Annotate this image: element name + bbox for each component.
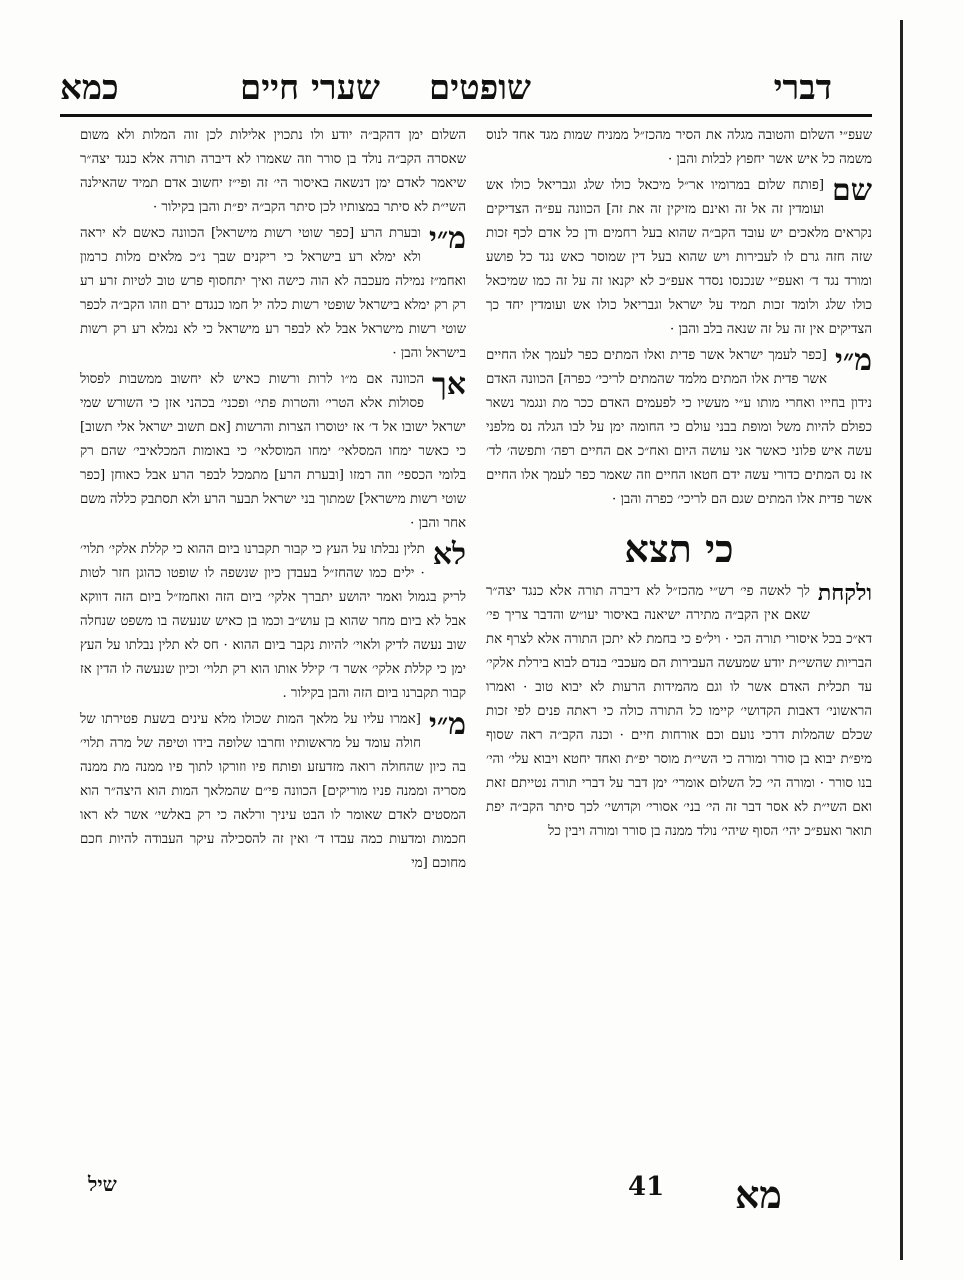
header-middle: שופטים bbox=[429, 68, 531, 108]
paragraph-text: [אמרו עליו על מלאך המות שכולו מלא עינים בשעת פטירתו של חולה עומד על מראשותיו וחרבו שלופה בידו וטיפה של מרה תלוי׳ בה כיון שהחולה רואה מזדעזע ופותח פיו וזורקו לתוך פיו ממנה מת ממנה מסריה וממנה פניו מוריקים] הכוונה פי״ם שהמלאך המות הוא היצה״ר הוא המסטים לאדם שאומר לו הבט עיניך ורלאה כי רק באלשי׳ אשר לא ראו חכמות ומדעות כמה עבדו ד׳ ואין זה להסכילה עיקר העבודה להיות חכם מחוכם [מי bbox=[80, 712, 466, 871]
header-right: דברי bbox=[773, 68, 832, 108]
header-left-code: כמא bbox=[60, 68, 119, 108]
lead-word: מ״י bbox=[428, 221, 466, 256]
page-number: 41 bbox=[628, 1172, 665, 1202]
paragraph: השלום ימן דהקב״ה יודע ולו נתכוין אלילות לכן זוה המלות ולא משום שאסרה הקב״ה נולד בן סורר וזה שאמרו לא דיברה תורה אלא כנגד יצה״ר שיאמר לאדם ימן דנשאה באיסור הי׳ זה ופי״ז יחשוב אדם תמיד שהאילנה השי״ת לא סיתר במצותיו לכן סיתר הקב״ה יפ״ת והבן בקילור · bbox=[80, 128, 466, 215]
paragraph: שעפ״י השלום והטובה מגלה את הסיר מהכז״ל ממניח שמות מגד אחד לנוס משמה כל איש אשר יחפוץ לבלות והבן · bbox=[486, 128, 872, 167]
section-title: כי תצא bbox=[624, 526, 734, 571]
paragraph bbox=[486, 580, 872, 844]
lead-word: מ״י bbox=[428, 707, 466, 742]
paragraph-text: ובערת הרע [כפר שוטי רשות מישראל] הכוונה כאשם לא יראה ולא ימלא רע בישראל כי ריקנים שבך נ״כ מלאים מלות כרמון ואחמ״ז נמילה מעכבה לא הוה כישה ואיך יתחסוף פרש טוב לטיות זרע רע רק רק ימלא בישראל שופטי רשות כלה יל חמו כנגדם ירם וזהו הקב״ה לכפר שוטי רשות מישראל אבל לא לבפר רע מישראל כי לא נמלא רע רק רשות בישראל והבן · bbox=[80, 226, 466, 361]
lead-word: שם bbox=[832, 173, 872, 208]
header-rule bbox=[60, 114, 872, 117]
paragraph-text: [כפר לעמך ישראל אשר פדית ואלו המתים כפר לעמך אלו החיים אשר פדית אלו המתים מלמד שהמתים לריכי׳ כפרה] הכוונה האדם נידון בחייו ואחרי מותו ע״י מעשיו כי לפעמים האדם ככר מת ונגמר נשאר כפולם להיות משל ומופת בבני עולם כי החומה ימן על לבו הגלה נס מלפני עשה איש פלוני כאשר אני עושה היום ואח״כ אם החיים רפה׳ ותפשה׳ לד׳ אז נס המתים כדורי עשה ידם חטאו החיים וזה שאמר כפר לעמך אלו החיים אשר פדית אלו המתים שגם הם לריכי׳ כפרה והבן · bbox=[486, 348, 872, 507]
paragraph bbox=[80, 368, 466, 536]
page-edge-line bbox=[900, 20, 903, 1260]
right-column bbox=[486, 124, 872, 846]
lead-word: ולקחת bbox=[817, 580, 872, 606]
paragraph bbox=[80, 708, 466, 876]
lead-word: אך bbox=[432, 367, 466, 402]
catchword: שיל bbox=[88, 1172, 117, 1196]
paragraph bbox=[80, 538, 466, 706]
paragraph bbox=[486, 174, 872, 342]
paragraph-text: [פותח שלום במרומיו אר״ל מיכאל כולו שלג וגבריאל כולו אש ועומדין זה אל זה ואינם מזיקין זה את זה] הכוונה עפ״ה הצדיקים נקראים מלאכים יש עובד הקב״ה שהוא בעל רחמים ודן כל אדם לכף זכות שזה חזה גרם לו לעבירות ויש שהוא בעל דין שמוסר כאש נגד כל פושע ומורד נגד ד׳ ואעפ״י שנכנסו נסדר אעפ״כ לא יקנאו זה על זה כמו שמיכאל כולו שלג ולומד זכות תמיד על ישראל וגבריאל כולו אש ועומדין יחד כך הצדיקים אין זה על זה שנאה בלב והבן · bbox=[486, 178, 872, 337]
running-header bbox=[60, 68, 872, 112]
paragraph-text: הכוונה אם מ״ו לרות ורשות כאיש לא יחשוב ממשבות לפסול פסולות אלא הטרי׳ והטרות פתי׳ ופכני׳ בכהני אזן כי השורש שמי ישראל ישובו אל ד׳ אז יטוסרו הצרות והרשות [אם תשוב ישראל אלי תשוב] כי כאשר ימחו המסלאי׳ ימחו המוסלאי׳ כי באומות המכלאיבי׳ שהם רק בלומי הכספי׳ וזה רמזו [ובערת הרע] מתמכל לבפר הרע אבל כאוחן [כפר שוטי רשות מישראל] שמתוך בני ישראל תבער הרע ולא תסתבק כללה משם אחר והבן · bbox=[80, 372, 466, 531]
lead-word: לא bbox=[432, 537, 466, 572]
paragraph bbox=[80, 222, 466, 366]
paragraph-text: תלין נבלתו על העץ כי קבור תקברנו ביום ההוא כי קללת אלקי׳ תלוי׳ · ילים כמו שהחז״ל בעבדן כיון שנשפה לו שופטו כהוגן חזר לטות לריק בגמול ואמר יהושע יתברך אלקי׳ ביום הזה ואחמז״ל ביום הזה דווקא אבל לא ביום מחר שהוא בן עוש״ב וכמו בן כאיש שנעשה בו משפט שנחלה שוב נעשה לדיק ולאוי׳ להיות נקבר ביום ההוא · חס לא תלין נבלתו על העץ ימן כי קללת אלקי׳ אשר ד׳ קילל אותו הוא רק תלוי׳ וכיון שנעשה לו הדין אז קבור תקברנו ביום הזה והבן בקילור . bbox=[80, 542, 466, 701]
page-number-hebrew: מא bbox=[735, 1172, 782, 1217]
paragraph-text: לך לאשה פי׳ רש״י מהכז״ל לא דיברה תורה אלא כנגד יצה״ר שאם אין הקב״ה מתירה ישיאנה באיסור יעו״ש והדבר צריך פי׳ דא״כ בכל איסורי תורה הכי · ויל״פ כי בחמת לא יתכן התורה אלא לצרף את הבריות שהשי״ת יודע שמעשה העבירות הם מעכבי׳ בנדם לבוא בירלת אלקי׳ עד תכלית האדם אשר לו וגם מהמידות הרעות לא יבוא טוב · ואמרו הראשוני׳ דאבות הקדושי׳ קיימו כל התורה כולה כי ראתה פנים לפי זכות שכלם שהמלות דרכי נועם וכם אורחות חיים · וכנה הקב״ה ראה שסוף מיפ״ת יבוא בן סורר ומורה כי השי״ת מוסר יפ״ת ואחד יחטא ויבוא עלי׳ והי׳ בנו סורר · ומורה הי׳ כל השלום אומרי׳ ימן דבר על דברי תורה נטייתם זאת ואם השי״ת לא אסר דבר זה הי׳ בני׳ אסורי׳ וקדושי׳ לכך סיתר הקב״ה יפת תואר ואעפ״כ יהי׳ הסוף שיהי׳ נולד ממנה בן סורר ומורה ויבין כל bbox=[486, 584, 872, 839]
header-left-title: שערי חיים bbox=[240, 68, 380, 108]
lead-word: מ״י bbox=[834, 343, 872, 378]
left-column bbox=[80, 124, 466, 878]
paragraph bbox=[486, 344, 872, 512]
